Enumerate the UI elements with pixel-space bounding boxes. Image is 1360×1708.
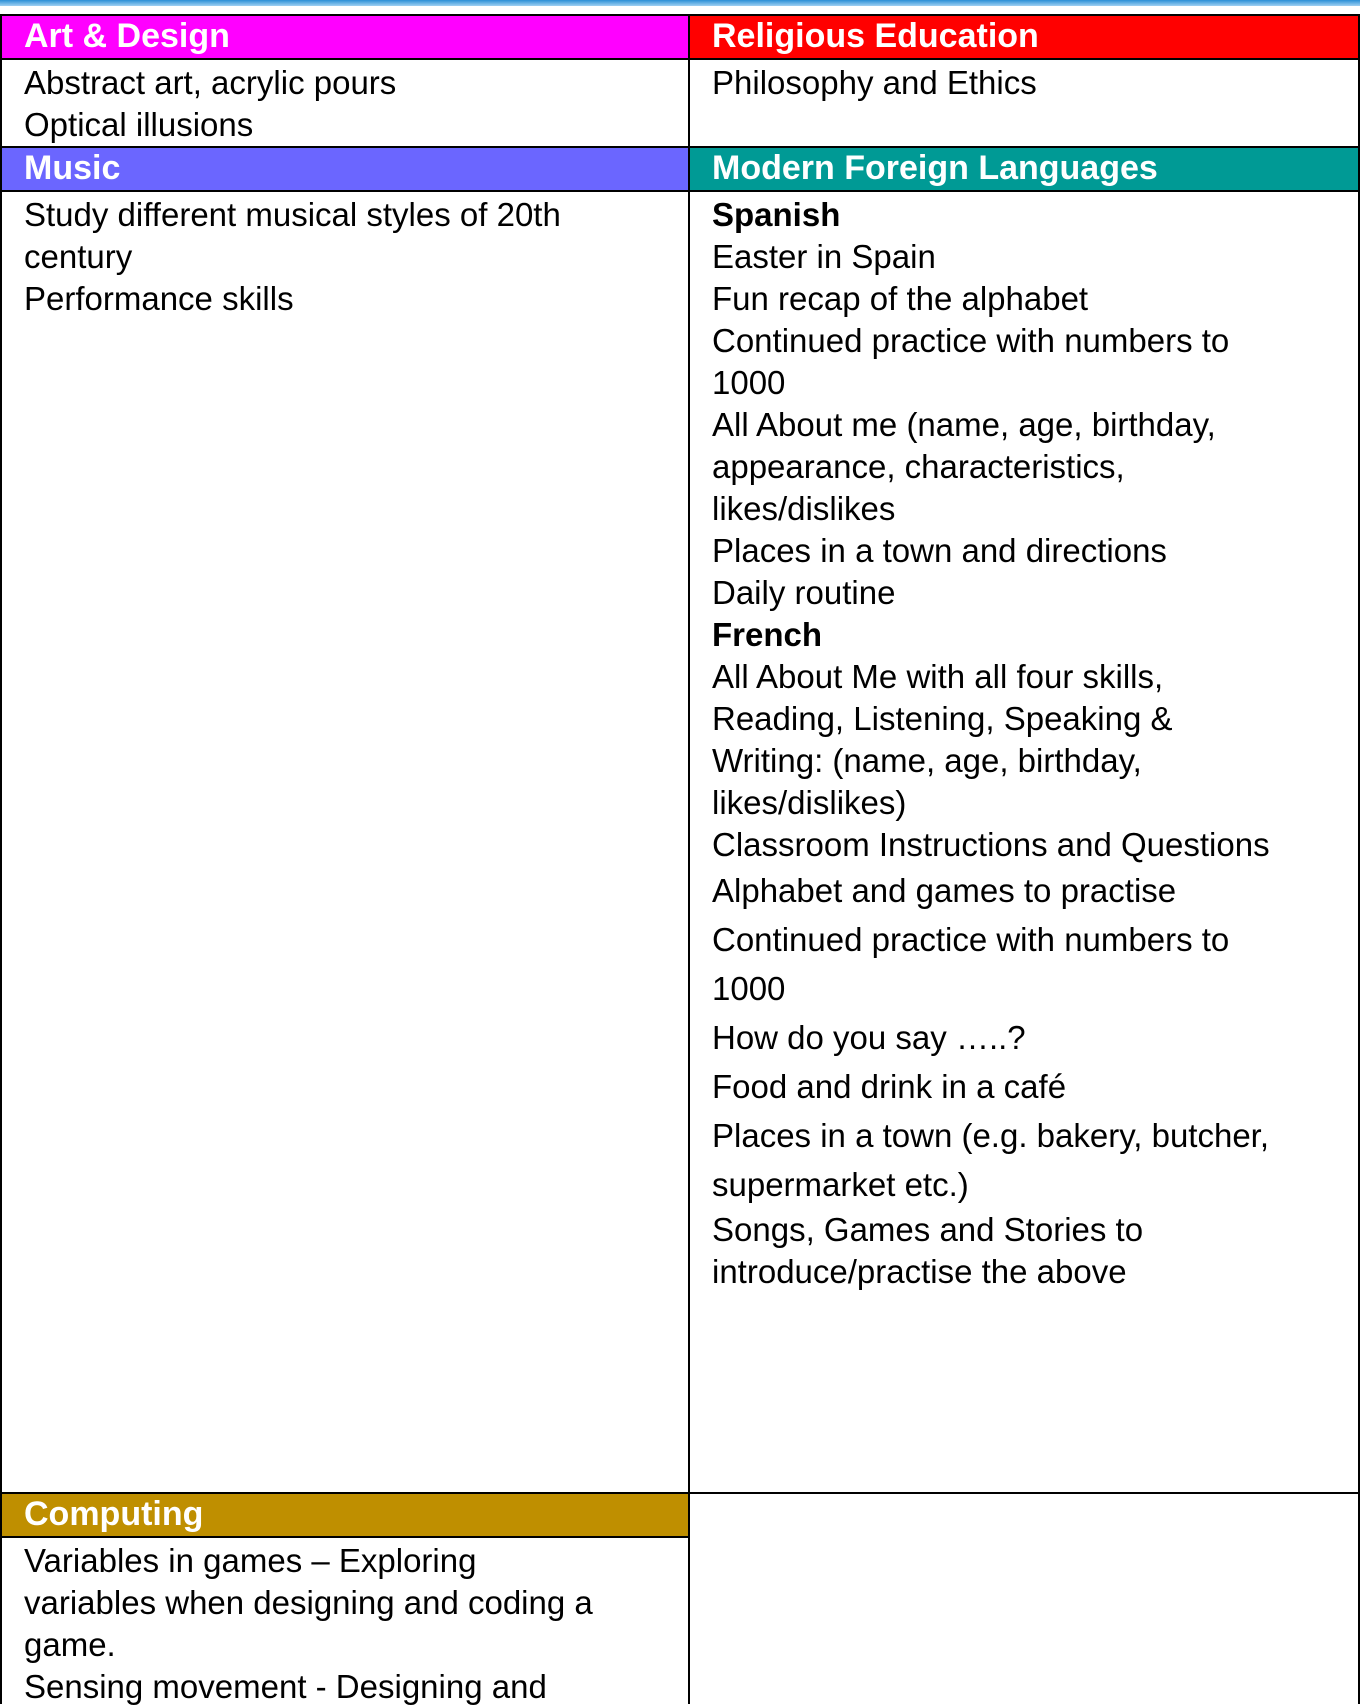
- art-design-header: [0, 14, 690, 60]
- french-line: How do you say …..?: [712, 1019, 1026, 1056]
- art-design-title: Art & Design: [24, 17, 230, 55]
- computing-line: variables when designing and coding a: [24, 1584, 593, 1621]
- french-line: Continued practice with numbers to: [712, 921, 1230, 958]
- music-cell: [0, 190, 690, 1494]
- french-line: All About Me with all four skills,: [712, 658, 1164, 695]
- spanish-line: Continued practice with numbers to: [712, 322, 1230, 359]
- computing-title: Computing: [24, 1495, 204, 1533]
- mfl-header: [688, 146, 1360, 192]
- spanish-line: Fun recap of the alphabet: [712, 280, 1089, 317]
- curriculum-grid: [0, 7, 1360, 1705]
- french-line: Food and drink in a café: [712, 1068, 1067, 1105]
- french-line: Places in a town (e.g. bakery, butcher,: [712, 1117, 1270, 1154]
- spanish-line: likes/dislikes: [712, 490, 896, 527]
- french-line: introduce/practise the above: [712, 1253, 1127, 1290]
- spanish-line: appearance, characteristics,: [712, 448, 1125, 485]
- music-header: [0, 146, 690, 192]
- religious-education-header: [688, 14, 1360, 60]
- computing-cell: [0, 1536, 690, 1704]
- logo-cell: [688, 1492, 1360, 1704]
- spanish-heading: Spanish: [712, 196, 841, 233]
- french-line: Alphabet and games to practise: [712, 872, 1177, 909]
- top-accent-line: [0, 0, 1360, 6]
- french-line: Reading, Listening, Speaking &: [712, 700, 1173, 737]
- spanish-line: Places in a town and directions: [712, 532, 1167, 569]
- french-heading: French: [712, 616, 823, 653]
- art-design-cell: [0, 58, 690, 148]
- computing-line: Sensing movement - Designing and: [24, 1668, 547, 1705]
- mfl-cell: [688, 190, 1360, 1494]
- french-line: Writing: (name, age, birthday,: [712, 742, 1142, 779]
- computing-header: [0, 1492, 690, 1538]
- religious-education-title: Religious Education: [712, 17, 1039, 55]
- computing-line: game.: [24, 1626, 116, 1663]
- computing-line: Variables in games – Exploring: [24, 1542, 477, 1579]
- spanish-line: 1000: [712, 364, 786, 401]
- mfl-title: Modern Foreign Languages: [712, 149, 1158, 187]
- french-line: supermarket etc.): [712, 1166, 969, 1203]
- spanish-line: Daily routine: [712, 574, 896, 611]
- spanish-line: Easter in Spain: [712, 238, 936, 275]
- music-line-3: Performance skills: [24, 280, 294, 317]
- french-line: likes/dislikes): [712, 784, 907, 821]
- french-line: Classroom Instructions and Questions: [712, 826, 1270, 863]
- religious-education-cell: [688, 58, 1360, 148]
- spanish-line: All About me (name, age, birthday,: [712, 406, 1216, 443]
- french-line: Songs, Games and Stories to: [712, 1211, 1144, 1248]
- art-line-1: Abstract art, acrylic pours: [24, 64, 397, 101]
- music-title: Music: [24, 149, 121, 187]
- re-line-1: Philosophy and Ethics: [712, 64, 1037, 101]
- art-line-2: Optical illusions: [24, 106, 254, 143]
- music-line-1: Study different musical styles of 20th: [24, 196, 561, 233]
- french-line: 1000: [712, 970, 786, 1007]
- music-line-2: century: [24, 238, 133, 275]
